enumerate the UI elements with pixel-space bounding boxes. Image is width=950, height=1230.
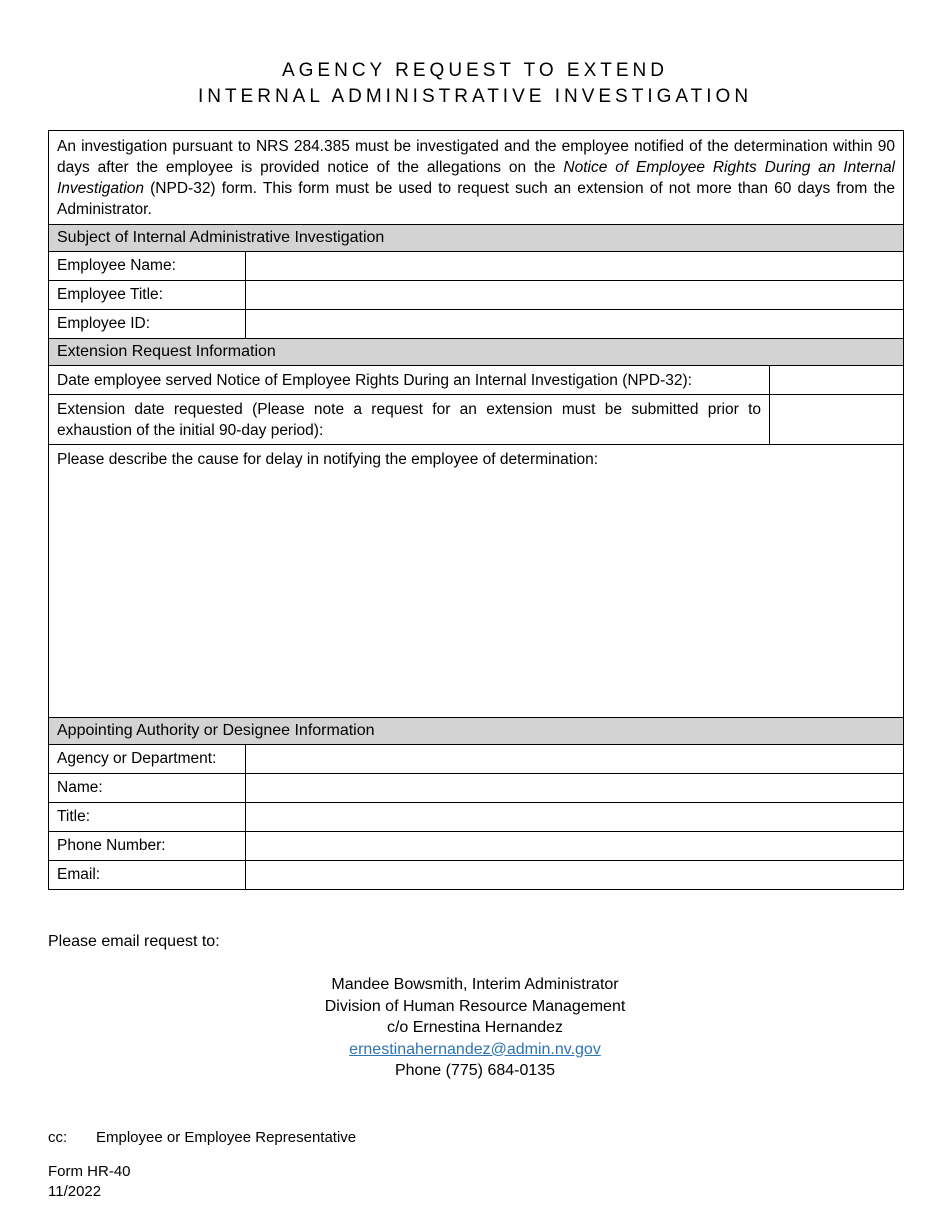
section-row-subject <box>49 225 904 252</box>
date-served-label: Date employee served Notice of Employee Rights During an Internal Investigation (NPD-32): <box>49 366 770 395</box>
contact-name: Mandee Bowsmith, Interim Administrator <box>331 976 619 993</box>
intro-text-before: An investigation pursuant to NRS 284.385 must be investigated and the employee notified of the determination within 90 days after the employee is provided notice of the allegations on the <box>57 138 896 176</box>
date-served-field[interactable] <box>770 366 904 395</box>
title-line-1: AGENCY REQUEST TO EXTEND <box>281 60 668 81</box>
phone-number-label: Phone Number: <box>49 832 246 861</box>
contact-division: Division of Human Resource Management <box>324 997 626 1015</box>
cc-line <box>48 1128 902 1147</box>
authority-title-row <box>49 803 904 832</box>
section-header-extension: Extension Request Information <box>49 339 904 366</box>
intro-row <box>49 131 904 225</box>
employee-id-field[interactable] <box>246 310 904 339</box>
employee-name-row <box>49 252 904 281</box>
intro-paragraph <box>49 131 904 225</box>
section-row-authority <box>49 718 904 745</box>
title-line-2: INTERNAL ADMINISTRATIVE INVESTIGATION <box>197 86 753 107</box>
delay-cause-row <box>49 445 904 718</box>
authority-name-label: Name: <box>49 774 246 803</box>
form-info <box>48 1162 902 1202</box>
employee-id-label: Employee ID: <box>49 310 246 339</box>
page-title <box>48 58 902 110</box>
intro-text-italic: Notice of Employee Rights During an Internal Investigation <box>57 159 896 197</box>
contact-block <box>48 974 902 1082</box>
employee-title-field[interactable] <box>246 281 904 310</box>
section-header-authority: Appointing Authority or Designee Information <box>49 718 904 745</box>
authority-name-row <box>49 774 904 803</box>
agency-department-field[interactable] <box>246 745 904 774</box>
intro-text-after: (NPD-32) form. This form must be used to request such an extension of not more than 60 days from the Administrator. <box>57 180 896 218</box>
phone-number-row <box>49 832 904 861</box>
form-number: Form HR-40 <box>48 1162 131 1180</box>
agency-department-label: Agency or Department: <box>49 745 246 774</box>
delay-cause-field[interactable] <box>49 445 904 718</box>
contact-email-link[interactable]: ernestinahernandez@admin.nv.gov <box>349 1040 601 1058</box>
contact-phone: Phone (775) 684-0135 <box>394 1062 556 1079</box>
extension-date-field[interactable] <box>770 395 904 445</box>
section-row-extension <box>49 339 904 366</box>
extension-date-row <box>49 395 904 445</box>
employee-title-label: Employee Title: <box>49 281 246 310</box>
authority-title-field[interactable] <box>246 803 904 832</box>
email-label: Email: <box>49 861 246 890</box>
authority-name-field[interactable] <box>246 774 904 803</box>
form-table <box>48 130 904 890</box>
cc-value: Employee or Employee Representative <box>96 1128 357 1146</box>
email-row <box>49 861 904 890</box>
authority-title-label: Title: <box>49 803 246 832</box>
date-served-row <box>49 366 904 395</box>
extension-date-label: Extension date requested (Please note a request for an extension must be submitted prior to exhaustion of the initial 90-day period): <box>49 395 770 445</box>
form-date: 11/2022 <box>48 1182 102 1200</box>
delay-cause-label: Please describe the cause for delay in notifying the employee of determination: <box>57 451 599 468</box>
phone-number-field[interactable] <box>246 832 904 861</box>
employee-name-label: Employee Name: <box>49 252 246 281</box>
employee-id-row <box>49 310 904 339</box>
email-request-label: Please email request to: <box>48 933 220 950</box>
cc-label: cc: <box>48 1128 68 1146</box>
section-header-subject: Subject of Internal Administrative Investigation <box>49 225 904 252</box>
agency-department-row <box>49 745 904 774</box>
contact-care-of: c/o Ernestina Hernandez <box>386 1019 564 1036</box>
employee-name-field[interactable] <box>246 252 904 281</box>
email-field[interactable] <box>246 861 904 890</box>
employee-title-row <box>49 281 904 310</box>
